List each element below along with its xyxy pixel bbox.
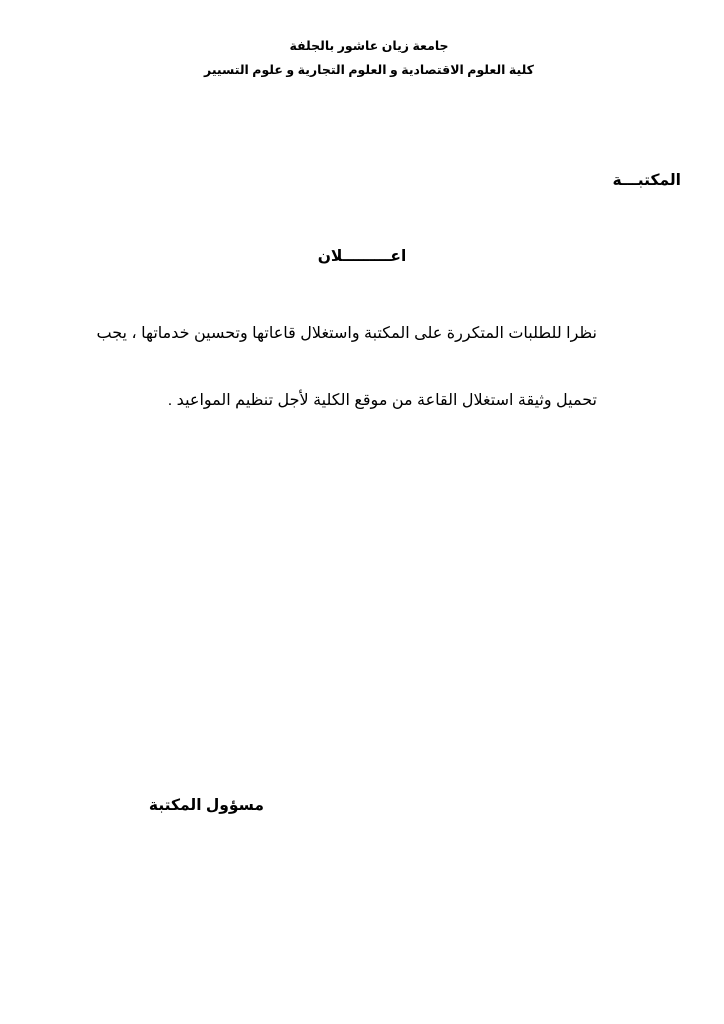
department-label: المكتبـــة <box>612 172 681 189</box>
announcement-title: اعـــــــــلان <box>317 248 407 265</box>
university-name: جامعة زيان عاشور بالجلفة <box>289 39 449 53</box>
faculty-name: كلية العلوم الاقتصادية و العلوم التجارية و علوم التسيير <box>204 63 534 77</box>
signature-label: مسؤول المكتبة <box>148 797 264 814</box>
body-line-1: نظرا للطلبات المتكررة على المكتبة واستغلال قاعاتها وتحسين خدماتها ، يجب <box>96 325 597 342</box>
body-line-2: تحميل وثيقة استغلال القاعة من موقع الكلية لأجل تنظيم المواعيد . <box>167 392 597 409</box>
